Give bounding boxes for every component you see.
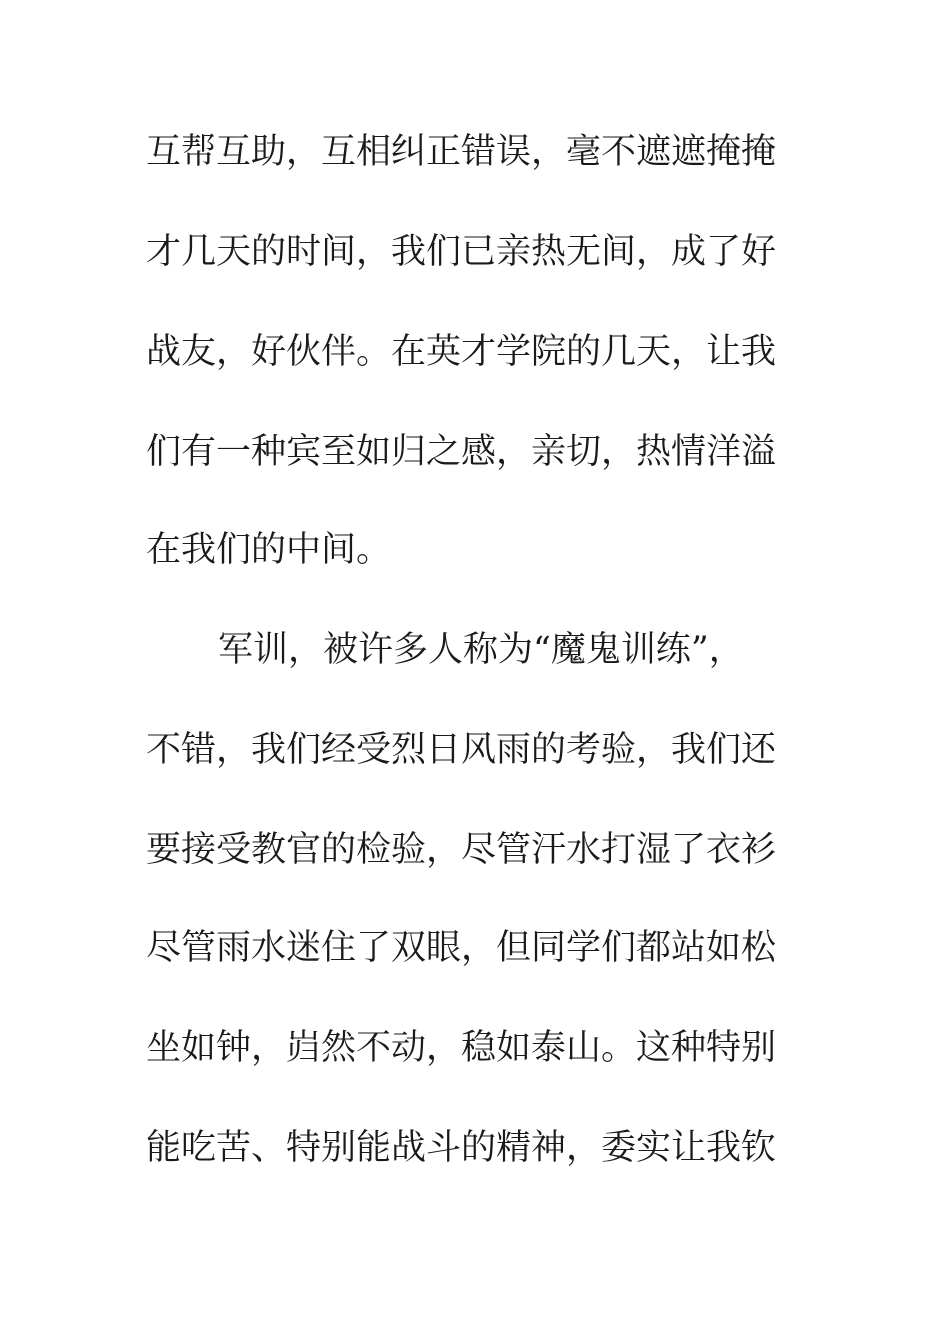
text-line-5: 在我们的中间。: [146, 530, 392, 570]
text-line-4: 们有一种宾至如归之感，亲切，热情洋溢: [146, 432, 777, 472]
text-line-3: 战友，好伙伴。在英才学院的几天，让我: [146, 332, 777, 372]
text-line-2: 才几天的时间，我们已亲热无间，成了好: [146, 232, 777, 272]
text-line-9: 尽管雨水迷住了双眼，但同学们都站如松: [146, 928, 777, 968]
text-line-11: 能吃苦、特别能战斗的精神，委实让我钦: [146, 1128, 777, 1168]
text-line-10: 坐如钟，岿然不动，稳如泰山。这种特别: [146, 1028, 777, 1068]
text-line-6-paragraph-start: 军训，被许多人称为“魔鬼训练”，: [218, 630, 744, 670]
text-line-7: 不错，我们经受烈日风雨的考验，我们还: [146, 730, 777, 770]
text-line-8: 要接受教官的检验，尽管汗水打湿了衣衫: [146, 830, 777, 870]
text-line-1: 互帮互助，互相纠正错误，毫不遮遮掩掩: [146, 132, 777, 172]
